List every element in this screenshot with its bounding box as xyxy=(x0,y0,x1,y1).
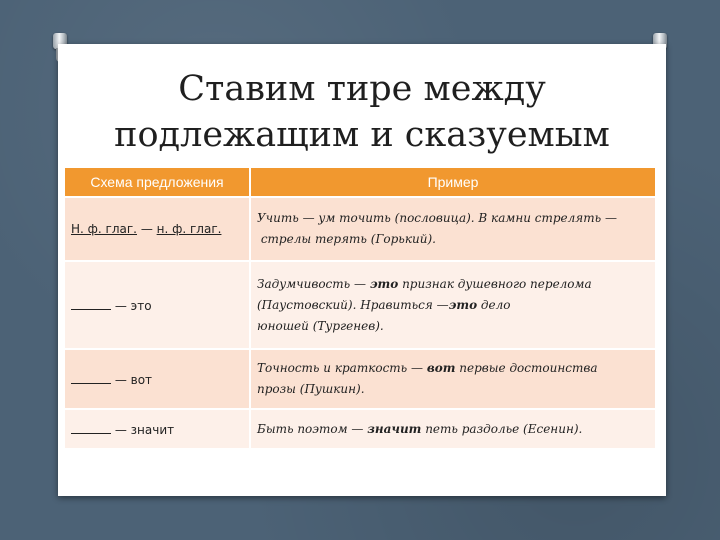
example-line xyxy=(257,208,649,229)
scheme-left: Н. ф. глаг. xyxy=(71,222,137,236)
example-cell xyxy=(251,260,655,348)
scheme-cell xyxy=(65,408,251,448)
title-line-1: Ставим тире между xyxy=(178,69,546,109)
example-line xyxy=(257,229,649,250)
example-cell xyxy=(251,196,655,260)
example-text: петь раздолье (Есенин). xyxy=(421,421,583,436)
blank-line xyxy=(71,298,111,310)
scheme-word: — это xyxy=(114,298,152,313)
example-line xyxy=(257,274,649,295)
example-text: прозы (Пушкин). xyxy=(257,382,365,396)
scheme-cell xyxy=(65,348,251,408)
slide-title xyxy=(58,66,666,158)
blank-line xyxy=(71,422,111,434)
scheme-dash: — xyxy=(137,222,157,236)
example-line xyxy=(257,316,649,337)
example-cell xyxy=(251,348,655,408)
example-text: первые достоинства xyxy=(455,361,598,375)
example-bold: это xyxy=(369,276,399,291)
example-text: Точность и краткость — xyxy=(257,361,427,375)
scheme-right: н. ф. глаг. xyxy=(156,222,222,236)
example-line xyxy=(257,379,649,400)
example-text: Учить — ум точить (пословица). В камни стрелять — xyxy=(257,211,617,225)
example-bold: вот xyxy=(426,361,456,375)
scheme-word: — значит xyxy=(114,422,175,437)
example-text: Задумчивость — xyxy=(257,276,370,291)
example-bold: это xyxy=(448,297,478,312)
table-header-row xyxy=(65,168,655,196)
scheme-cell xyxy=(65,196,251,260)
table-row xyxy=(65,196,655,260)
example-text: признак душевного перелома xyxy=(398,276,592,291)
example-cell xyxy=(251,408,655,448)
example-bold: значит xyxy=(367,421,422,436)
rules-table xyxy=(65,168,655,448)
blank-line xyxy=(71,372,111,384)
header-scheme: Схема предложения xyxy=(65,168,251,196)
title-line-2: подлежащим и сказуемым xyxy=(114,115,610,155)
example-line xyxy=(257,295,649,316)
example-text: (Паустовский). Нравиться — xyxy=(257,297,449,312)
example-text: стрелы терять (Горький). xyxy=(260,232,436,246)
example-text: Быть поэтом — xyxy=(257,421,368,436)
header-example: Пример xyxy=(251,168,655,196)
scheme-cell xyxy=(65,260,251,348)
example-text: дело xyxy=(477,297,511,312)
scheme-word: — вот xyxy=(114,372,153,387)
slide-card xyxy=(58,44,666,496)
example-line xyxy=(257,358,649,379)
table-row xyxy=(65,408,655,448)
example-text: юношей (Тургенев). xyxy=(257,318,384,333)
example-line xyxy=(257,419,649,440)
table-row xyxy=(65,260,655,348)
table-row xyxy=(65,348,655,408)
